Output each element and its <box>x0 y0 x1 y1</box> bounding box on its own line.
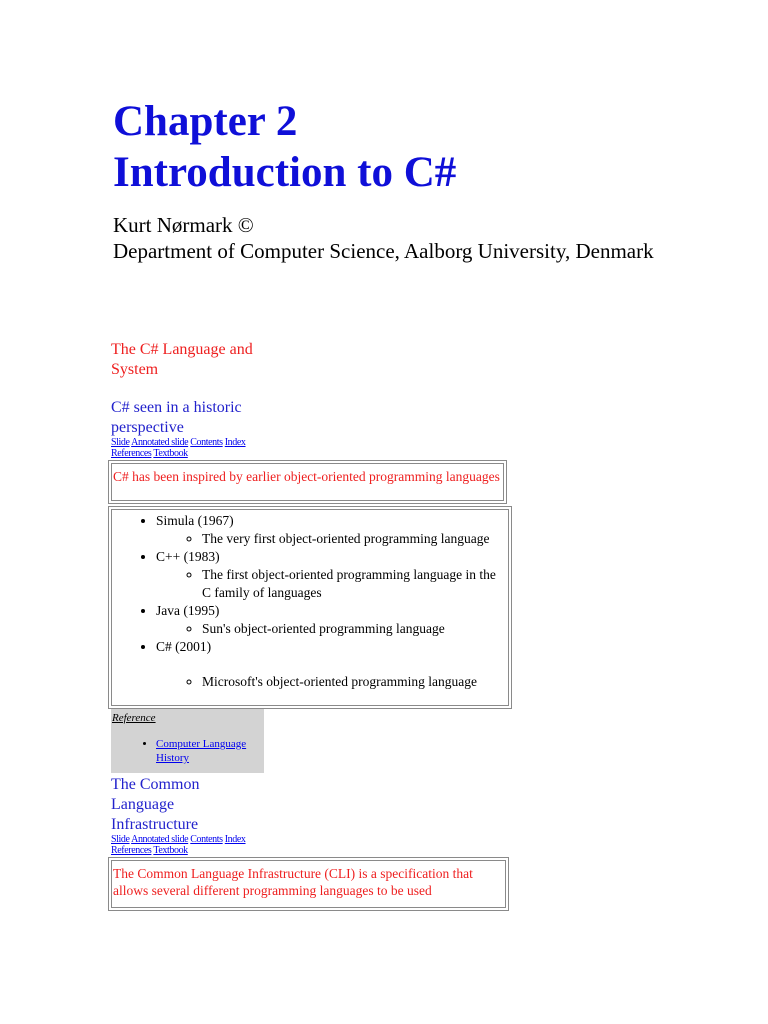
nav-textbook-link[interactable]: Textbook <box>153 845 188 856</box>
nav-contents-link[interactable]: Contents <box>190 834 223 845</box>
language-name: Java (1995) <box>156 603 220 618</box>
nav-references-link[interactable]: References <box>111 448 152 459</box>
language-note: The first object-oriented programming language in the C family of languages <box>202 567 496 600</box>
list-item <box>202 673 508 691</box>
language-name: Simula (1967) <box>156 513 234 528</box>
list-item <box>202 620 508 638</box>
nav-contents-link[interactable]: Contents <box>190 437 223 448</box>
list-item <box>156 602 508 638</box>
list-item <box>156 638 508 691</box>
computer-language-history-link[interactable]: Computer Language History <box>156 738 247 764</box>
summary-text-cli: The Common Language Infrastructure (CLI) is a specification that allows several different programming languages to be used <box>113 866 473 898</box>
section-title-language-system: The C# Language and System <box>111 341 253 378</box>
language-note: The very first object-oriented programming language <box>202 531 490 546</box>
language-list <box>112 512 508 691</box>
section-title-historic: C# seen in a historic perspective <box>111 399 242 436</box>
author-name: Kurt Nørmark © <box>113 213 254 237</box>
list-item <box>156 512 508 548</box>
chapter-number: Chapter 2 <box>113 98 298 145</box>
language-note: Microsoft's object-oriented programming language <box>202 674 477 689</box>
summary-text-historic: C# has been inspired by earlier object-oriented programming languages <box>113 469 500 484</box>
nav-index-link[interactable]: Index <box>224 834 246 845</box>
author-affiliation: Department of Computer Science, Aalborg University, Denmark <box>113 239 654 263</box>
nav-links-cli <box>111 834 271 856</box>
nav-slide-link[interactable]: Slide <box>111 437 130 448</box>
nav-references-link[interactable]: References <box>111 845 152 856</box>
list-item <box>156 737 264 765</box>
nav-links-historic <box>111 437 271 459</box>
language-note: Sun's object-oriented programming language <box>202 621 445 636</box>
summary-box-cli <box>111 860 506 908</box>
nav-slide-link[interactable]: Slide <box>111 834 130 845</box>
nav-index-link[interactable]: Index <box>224 437 246 448</box>
list-item <box>202 530 508 548</box>
reference-panel <box>111 709 264 773</box>
reference-title: Reference <box>112 712 156 724</box>
list-item <box>202 566 508 602</box>
summary-box-historic <box>111 463 504 501</box>
nav-annotated-slide-link[interactable]: Annotated slide <box>131 834 189 845</box>
nav-annotated-slide-link[interactable]: Annotated slide <box>131 437 189 448</box>
chapter-title <box>113 96 456 198</box>
nav-textbook-link[interactable]: Textbook <box>153 448 188 459</box>
author-block <box>113 212 673 264</box>
language-name: C++ (1983) <box>156 549 220 564</box>
language-name: C# (2001) <box>156 639 212 654</box>
language-history-list-box <box>111 509 509 706</box>
chapter-subtitle: Introduction to C# <box>113 149 457 196</box>
section-title-cli: The Common Language Infrastructure <box>111 776 200 833</box>
list-item <box>156 548 508 602</box>
